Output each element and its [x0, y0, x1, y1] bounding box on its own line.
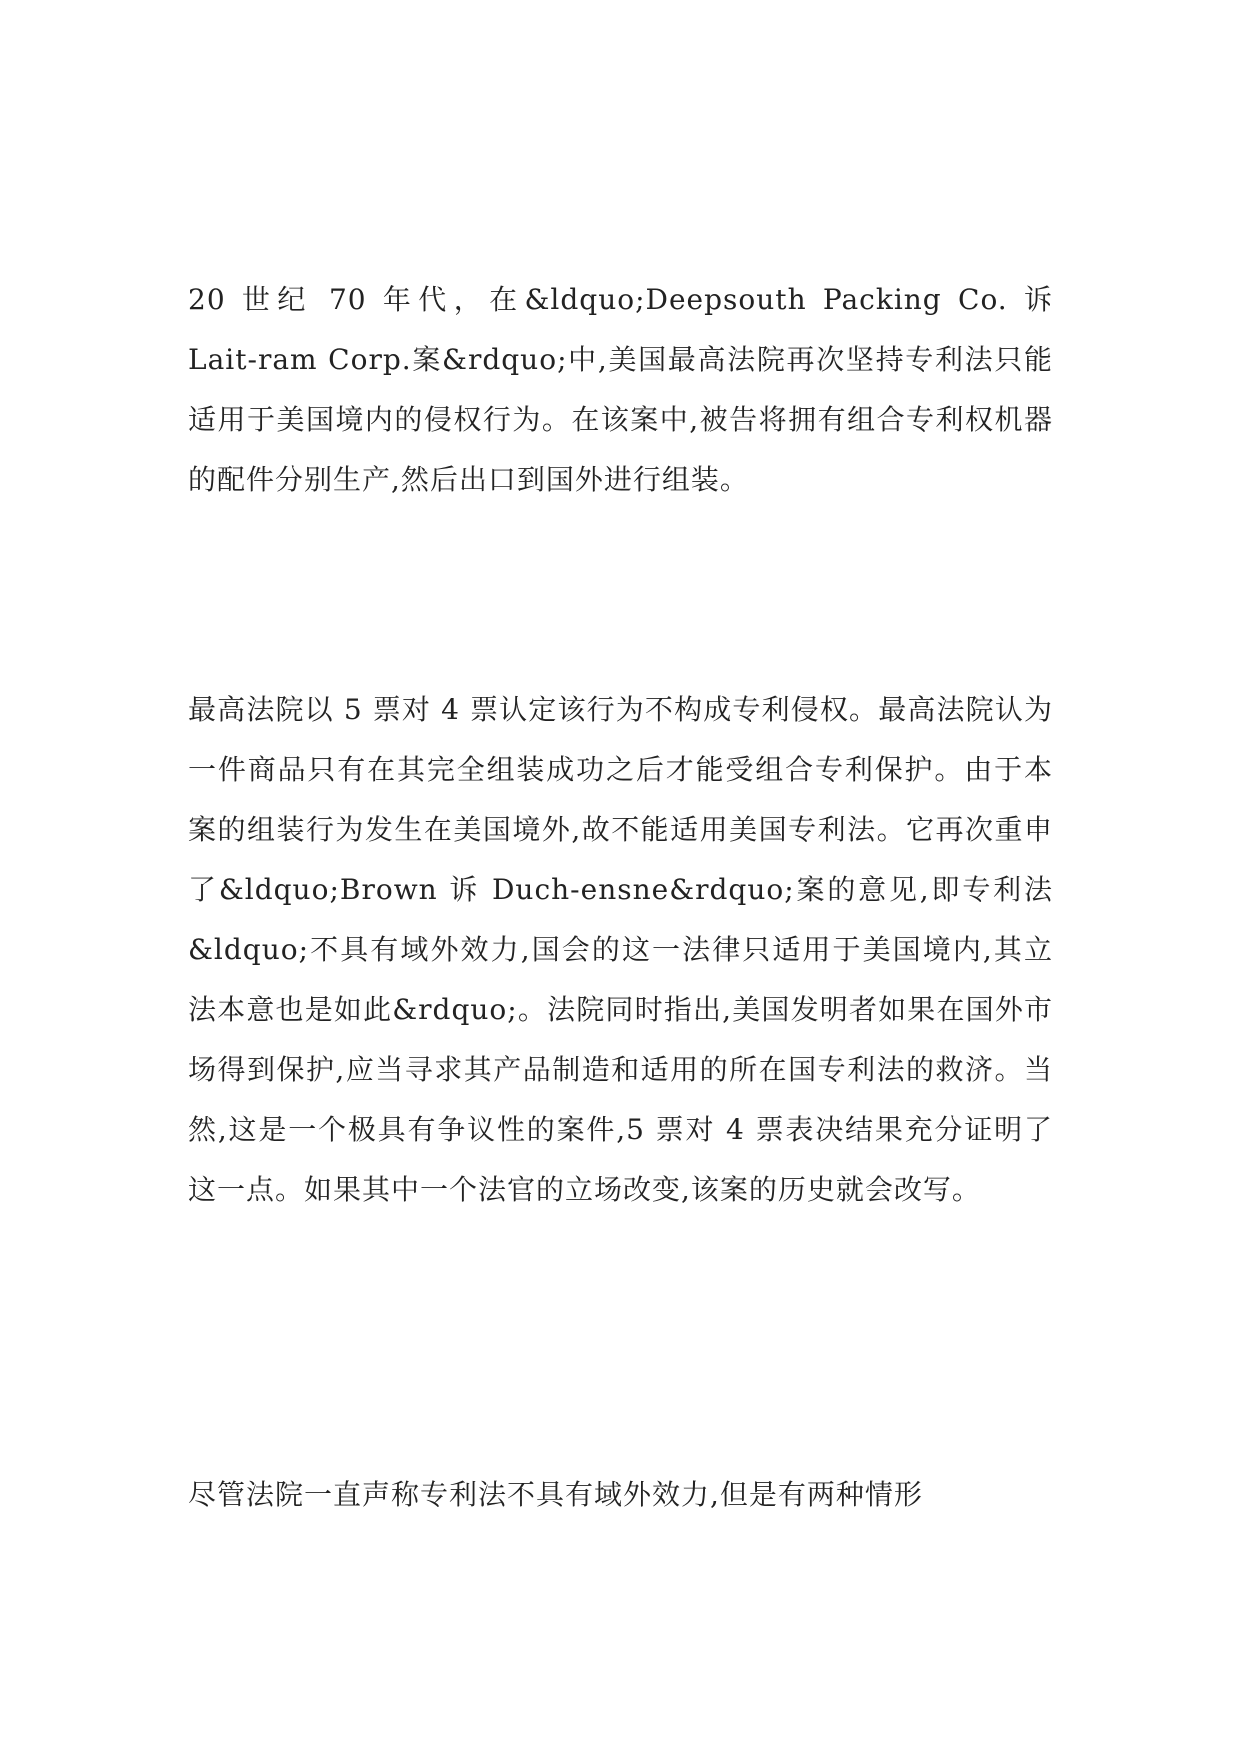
paragraph: 20 世纪 70 年代，在&ldquo;Deepsouth Packing Co. 诉 Lait-ram Corp.案&rdquo;中,美国最高法院再次坚持专利法只能适用于美国境内的侵权行为。在该案中,被告将拥有组合专利权机器的配件分别生产,然后出口到国外进行组装。	[188, 283, 1053, 496]
paragraph: 最高法院以 5 票对 4 票认定该行为不构成专利侵权。最高法院认为一件商品只有在其完全组装成功之后才能受组合专利保护。由于本案的组装行为发生在美国境外,故不能适用美国专利法。它再次重申了&ldquo;Brown 诉 Duch-ensne&rdquo;案的意见,即专利法&ldquo;不具有域外效力,国会的这一法律只适用于美国境内,其立法本意也是如此&rdquo;。法院同时指出,美国发明者如果在国外市场得到保护,应当寻求其产品制造和适用的所在国专利法的救济。当然,这是一个极具有争议性的案件,5 票对 4 票表决结果充分证明了这一点。如果其中一个法官的立场改变,该案的历史就会改写。	[188, 693, 1053, 1206]
paragraph: 尽管法院一直声称专利法不具有域外效力,但是有两种情形	[188, 1478, 923, 1511]
